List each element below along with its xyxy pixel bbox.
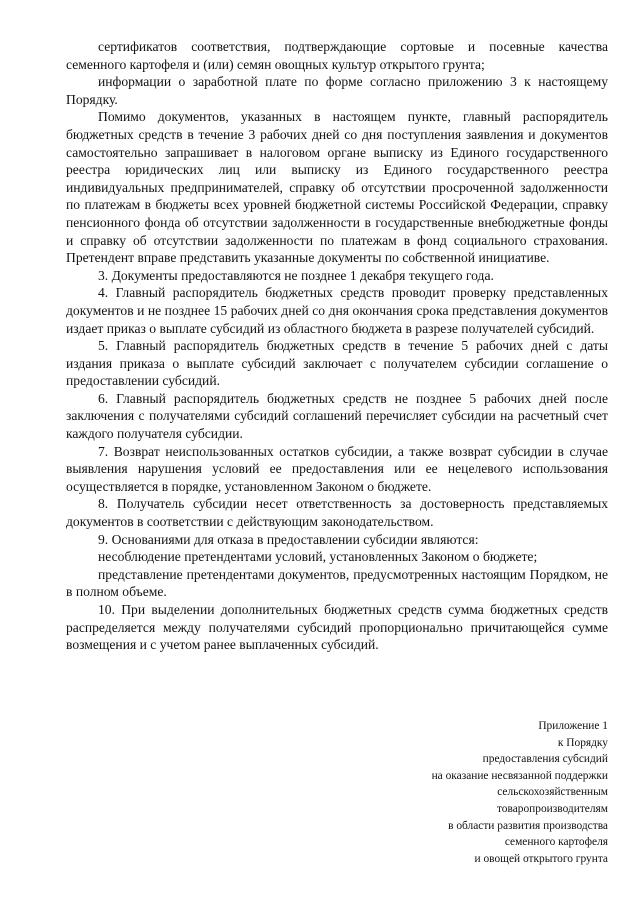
paragraph-item-4: 4. Главный распорядитель бюджетных средств проводит проверку представленных документов и не позднее 15 рабочих дней со дня окончания срока представления документов издает приказ о выплате субсидий из областного бюджета в разрезе получателей субсидий. [66, 285, 608, 336]
paragraph-item-9: 9. Основаниями для отказа в предоставлении субсидии являются: [98, 531, 479, 547]
paragraph-requests: Помимо документов, указанных в настоящем пункте, главный распорядитель бюджетных средств в течение 3 рабочих дней со дня поступления заявления и документов самостоятельно запрашивает в налоговом органе выписку из Единого государственного реестра юридических лиц или выписку из Единого государственного реестра индивидуальных предпринимателей, справку об отсутствии просроченной задолженности по платежам в бюджеты всех уровней бюджетной системы Российской Федерации, справку пенсионного фонда об отсутствии задолженности в государственные внебюджетные фонды и справку об отсутствии задолженности по платежам в фонд социального страхования. Претендент вправе представить указанные документы по собственной инициативе. [66, 109, 608, 266]
paragraph-item-10: 10. При выделении дополнительных бюджетных средств сумма бюджетных средств распределяется между получателями субсидий пропорционально причитающейся сумме возмещения и с учетом ранее выплаченных субсидий. [66, 602, 608, 653]
appendix-line: семенного картофеля [504, 836, 608, 849]
paragraph-item-6: 6. Главный распорядитель бюджетных средств не позднее 5 рабочих дней после заключения с получателями субсидий соглашений перечисляет субсидии на расчетный счет каждого получателя субсидии. [66, 390, 608, 442]
appendix-line: на оказание несвязанной поддержки [431, 769, 608, 782]
paragraph-refusal-reason-2: представление претендентами документов, предусмотренных настоящим Порядком, не в полном объеме. [66, 566, 608, 600]
paragraph-salary-info: информации о заработной плате по форме согласно приложению 3 к настоящему Порядку. [66, 74, 608, 107]
paragraph-refusal-reason-1: несоблюдение претендентами условий, установленных Законом о бюджете; [98, 549, 538, 565]
appendix-line: сельскохозяйственным [497, 786, 608, 799]
paragraph-item-3: 3. Документы предоставляются не позднее 1 декабря текущего года. [98, 267, 494, 283]
document-body [66, 38, 608, 654]
paragraph-item-7: 7. Возврат неиспользованных остатков субсидии, а также возврат субсидии в случае выявления нарушения условий ее предоставления или ее нецелевого использования осуществляется в порядке, установленном Законом о бюджете. [66, 443, 608, 494]
appendix-line: и овощей открытого грунта [474, 852, 608, 865]
paragraph-item-8: 8. Получатель субсидии несет ответственность за достоверность представляемых документов в соответствии с действующим законодательством. [66, 496, 608, 530]
paragraph-certificates: сертификатов соответствия, подтверждающие сортовые и посевные качества семенного картофеля и (или) семян овощных культур открытого грунта; [66, 39, 608, 72]
paragraph-item-5: 5. Главный распорядитель бюджетных средств в течение 5 рабочих дней с даты издания приказа о выплате субсидий заключает с получателем субсидии соглашение о предоставлении субсидий. [66, 338, 608, 389]
appendix-header [432, 718, 608, 867]
appendix-line: Приложение 1 [538, 720, 608, 732]
appendix-line: к Порядку [557, 736, 608, 749]
appendix-line: предоставления субсидий [482, 753, 608, 766]
appendix-line: в области развития производства [448, 819, 608, 832]
appendix-line: товаропроизводителям [496, 802, 608, 815]
